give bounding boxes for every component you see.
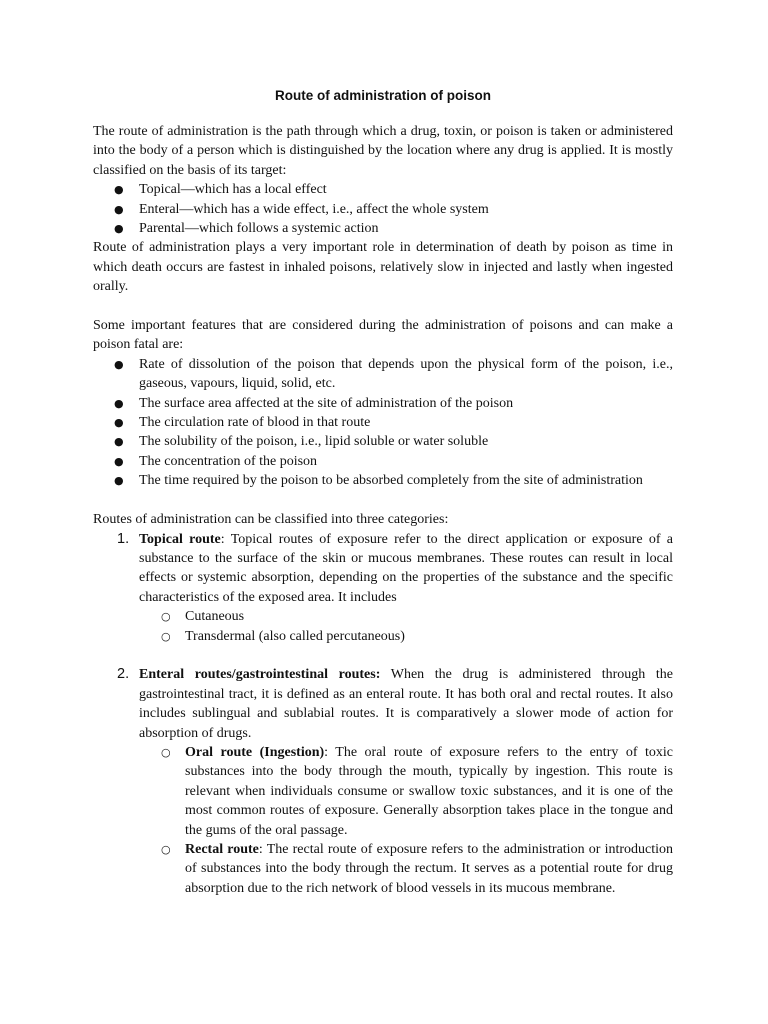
bullet-icon: ● (114, 474, 124, 488)
route-text: When the drug is administered through the gastrointestinal tract, it is defined as an enteral route. It has both oral and rectal routes. It also includes sublingual and sublabial routes. It is comparatively a slower mode of action for absorption of drugs. (139, 667, 673, 741)
categories-intro-paragraph: Routes of administration can be classified into three categories: (93, 512, 449, 528)
list-item-text: Parental—which follows a systemic action (139, 221, 379, 237)
bullet-icon: ● (114, 222, 124, 236)
route-text: : Topical routes of exposure refer to the direct application or exposure of a substance to the surface of the skin or mucous membranes. These routes can result in local effects or systemic absorption, depending on the properties of the substance and the specific characteristics of the exposed area. It includes (139, 531, 673, 605)
intro-paragraph: The route of administration is the path through which a drug, toxin, or poison is taken or administered into the body of a person which is distinguished by the location where any drug is applied. It is mostly classified on the basis of its target: (93, 124, 673, 178)
document-title: Route of administration of poison (275, 88, 491, 103)
list-item-text: : The oral route of exposure refers to the entry of toxic substances into the body through the mouth, typically by ingestion. This route is relevant when individuals consume or swallow toxic substances, and it is one of the most common routes of exposure. Generally absorption takes place in the tongue and the gums of the oral passage. (185, 744, 673, 838)
role-paragraph: Route of administration plays a very important role in determination of death by poison as time in which death occurs are fastest in inhaled poisons, relatively slow in injected and lastly when ingested orally. (93, 240, 673, 295)
list-item (93, 200, 673, 219)
document-page (93, 86, 673, 898)
circle-bullet-icon: ○ (161, 842, 171, 856)
list-item-text: Enteral—which has a wide effect, i.e., affect the whole system (139, 201, 489, 217)
target-bullet-list (93, 180, 673, 238)
circle-bullet-icon: ○ (161, 629, 171, 643)
bullet-icon: ● (114, 396, 124, 410)
bullet-icon: ● (114, 435, 124, 449)
features-intro-paragraph: Some important features that are considered during the administration of poisons and can make a poison fatal are: (93, 318, 673, 353)
bullet-icon: ● (114, 416, 124, 430)
sub-route-heading: Oral route (Ingestion) (185, 744, 325, 760)
list-item-text: Rate of dissolution of the poison that depends upon the physical form of the poison, i.e., gaseous, vapours, liquid, solid, etc. (139, 356, 673, 392)
list-item-text: The surface area affected at the site of administration of the poison (139, 395, 514, 411)
circle-bullet-icon: ○ (161, 745, 171, 759)
list-number: 1. (117, 530, 130, 547)
features-bullet-list (93, 355, 673, 491)
list-item (93, 432, 673, 451)
list-item-text: The time required by the poison to be absorbed completely from the site of administration (139, 473, 643, 489)
sub-route-heading: Rectal route (185, 841, 259, 857)
list-item (93, 413, 673, 432)
list-item-text: Transdermal (also called percutaneous) (185, 628, 405, 644)
list-item-text: Cutaneous (185, 609, 245, 625)
enteral-sub-list (139, 743, 673, 898)
bullet-icon: ● (114, 357, 124, 371)
routes-numbered-list (93, 530, 673, 899)
route-heading: Enteral routes/gastrointestinal routes: (139, 667, 381, 683)
route-item-topical (93, 530, 673, 666)
list-item (93, 452, 673, 471)
bullet-icon: ● (114, 202, 124, 216)
list-item-text: : The rectal route of exposure refers to the administration or introduction of substances into the body through the rectum. It serves as a potential route for drug absorption due to the rich network of blood vessels in its mucous membrane. (185, 841, 674, 896)
list-item-text: Topical—which has a local effect (139, 182, 327, 198)
bullet-icon: ● (114, 183, 124, 197)
topical-sub-list (139, 607, 673, 646)
route-heading: Topical route (139, 531, 221, 547)
list-item (93, 180, 673, 199)
bullet-icon: ● (114, 454, 124, 468)
list-item (139, 743, 673, 840)
list-item-text: The solubility of the poison, i.e., lipid soluble or water soluble (139, 434, 489, 450)
route-item-enteral (93, 665, 673, 898)
circle-bullet-icon: ○ (161, 610, 171, 624)
list-item-text: The concentration of the poison (139, 453, 318, 469)
list-item (93, 394, 673, 413)
list-item (93, 355, 673, 394)
list-item (139, 607, 673, 626)
list-item (139, 627, 673, 646)
list-number: 2. (117, 666, 130, 683)
list-item-text: The circulation rate of blood in that route (139, 415, 371, 431)
list-item (93, 471, 673, 490)
list-item (93, 219, 673, 238)
list-item (139, 840, 673, 898)
